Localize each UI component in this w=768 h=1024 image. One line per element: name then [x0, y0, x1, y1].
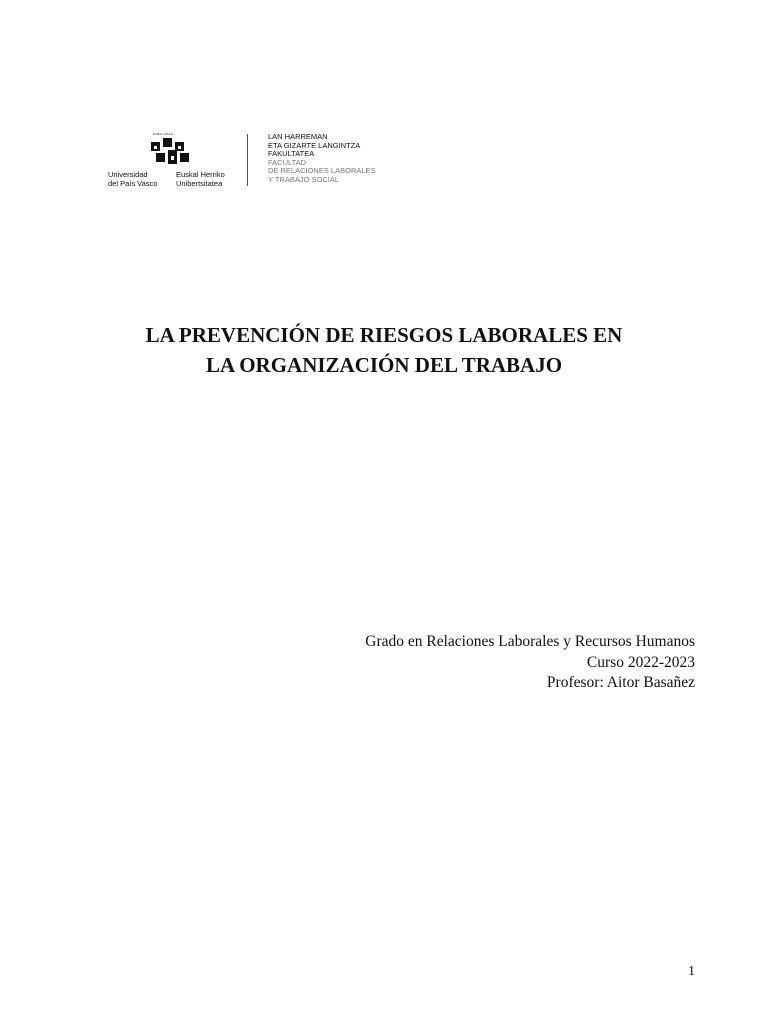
degree-text: Grado en Relaciones Laborales y Recursos Humanos: [365, 633, 695, 650]
faculty-name-es: FACULTAD DE RELACIONES LABORALES Y TRABAJO SOCIAL: [268, 157, 376, 184]
faculty-name-eu: LAN HARREMAN ETA GIZARTE LANGINTZA FAKULTATEA: [268, 132, 361, 159]
university-name-eu: Euskal Herriko Unibertsitatea: [176, 170, 225, 188]
upv-ehu-emblem-icon: [151, 138, 191, 168]
logo-divider: [247, 134, 248, 186]
upv-ehu-emblem: [108, 132, 248, 194]
title-line-2: LA ORGANIZACIÓN DEL TRABAJO: [205, 353, 563, 377]
emblem-motto: ZABAL ZAZU: [153, 132, 174, 136]
university-logo: [108, 132, 398, 194]
course-year-text: Curso 2022-2023: [586, 653, 695, 671]
title-line-1: LA PREVENCIÓN DE RIESGOS LABORALES EN: [145, 323, 623, 347]
document-title: [60, 320, 708, 380]
university-name-es: Universidad del País Vasco: [108, 170, 158, 188]
professor-text: Profesor: Aitor Basañez: [546, 674, 695, 691]
page-number: 1: [688, 964, 695, 979]
course-info: [365, 632, 695, 694]
faculty-name: [268, 133, 376, 185]
